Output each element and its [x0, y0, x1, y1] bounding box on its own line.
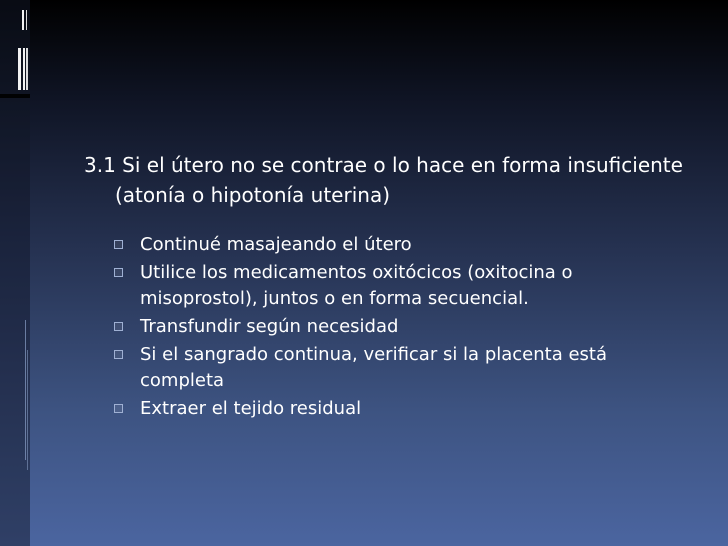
- bullet-item: [114, 342, 694, 394]
- square-bullet-icon: [114, 322, 123, 331]
- bullet-item: [114, 260, 694, 312]
- square-bullet-icon: [114, 240, 123, 249]
- square-bullet-icon: [114, 268, 123, 277]
- bullet-item: [114, 314, 694, 340]
- slide-heading: 3.1 Si el útero no se contrae o lo hace en forma insuficiente (atonía o hipotonía uterina): [84, 153, 683, 207]
- bullet-text: Transfundir según necesidad: [140, 316, 399, 337]
- bullet-text: Extraer el tejido residual: [140, 398, 362, 419]
- bullet-item: [114, 396, 694, 422]
- square-bullet-icon: [114, 350, 123, 359]
- bullet-text: Si el sangrado continua, verificar si la placenta está completa: [140, 344, 607, 391]
- slide-content: [84, 150, 694, 424]
- bullet-list: [84, 232, 694, 422]
- bullet-text: Utilice los medicamentos oxitócicos (oxitocina o misoprostol), juntos o en forma secuencial.: [140, 262, 573, 309]
- square-bullet-icon: [114, 404, 123, 413]
- left-edge-decoration: [0, 0, 30, 546]
- bullet-item: [114, 232, 694, 258]
- bullet-text: Continué masajeando el útero: [140, 234, 412, 255]
